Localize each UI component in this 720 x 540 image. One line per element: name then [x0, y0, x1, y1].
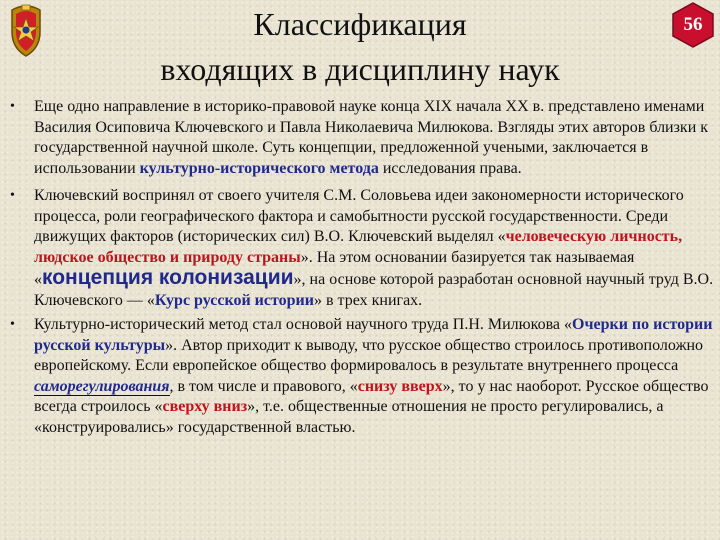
bullet-icon: • [10, 317, 15, 332]
bullet-item-1 [6, 97, 714, 179]
text-run: », на основе которой разработан основной научный труд В.О. Ключевского — « [34, 271, 714, 309]
bullet-item-3 [6, 315, 714, 438]
text-run: » в трех книгах. [313, 291, 423, 309]
highlight-top-down: сверху вниз [162, 398, 248, 415]
highlight-course-title: Курс русской истории [154, 291, 314, 309]
slide-title-line1: Классификация [253, 6, 467, 42]
military-crest-icon [6, 2, 46, 58]
bullet-icon: • [10, 99, 15, 114]
slide-number: 56 [683, 14, 703, 35]
highlight-colonization-concept: концепция колонизации [42, 266, 294, 289]
text-run: Культурно-исторический метод стал основой научного труда П.Н. Милюкова « [34, 316, 573, 333]
bullet-item-2 [6, 186, 714, 311]
text-run: исследования права. [378, 159, 522, 177]
text-run: ». Автор приходит к выводу, что русское общество строилось противоположно европейскому. Если европейское общество формировалось в результате внутреннего процесса [34, 336, 704, 374]
slide-title-line2: входящих в дисциплину наук [160, 51, 560, 87]
highlight-method: культурно-исторического метода [139, 159, 379, 177]
highlight-self-regulation: саморегулирования [34, 377, 170, 395]
slide-content [6, 97, 714, 438]
highlight-bottom-up: снизу вверх [357, 377, 443, 395]
highlight-historical-forces: человеческую личность, людское общество и природу страны [34, 228, 683, 266]
text-run: », т.е. общественные отношения не просто регулировались, а «конструировались» государственной властью. [34, 398, 664, 436]
text-run: , в том числе и правового, « [169, 377, 358, 395]
text-run: », то у нас наоборот. Русское общество всегда строилось « [34, 377, 709, 415]
text-run: ». На этом основании базируется так называемая « [34, 248, 635, 288]
bullet-icon: • [10, 188, 15, 203]
text-run: Еще одно направление в историко-правовой науке конца XIX начала XX в. представлено именами Василия Осиповича Ключевского и Павла Николаевича Милюкова. Взгляды этих авторов близки к государственной научной школе. Суть концепции, предложенной учеными, заключается в использовании [34, 98, 709, 177]
text-run: Ключевский воспринял от своего учителя С.М. Соловьева идеи закономерности исторического процесса, роли географического фактора и самобытности русской государственности. Среди движущих факторов (исторических сил) В.О. Ключевский выделял « [34, 187, 684, 245]
highlight-essays-title: Очерки по истории русской культуры [34, 316, 713, 354]
